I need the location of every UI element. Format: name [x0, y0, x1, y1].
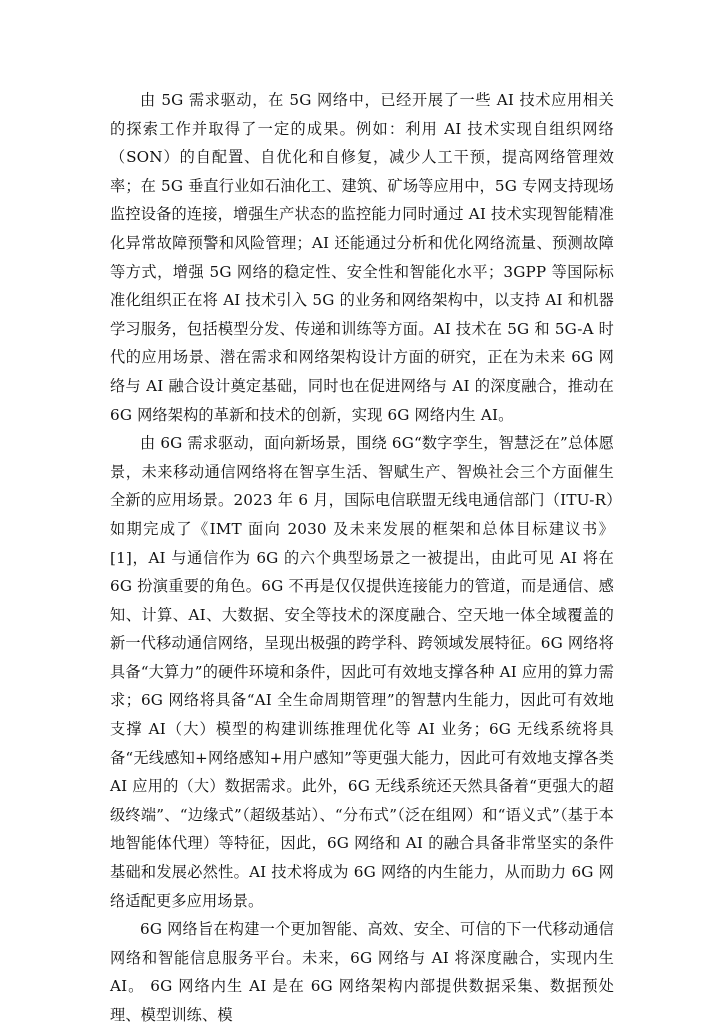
paragraph-5g-ai-exploration: 由 5G 需求驱动，在 5G 网络中，已经开展了一些 AI 技术应用相关的探索工作并取得了一定的成果。例如：利用 AI 技术实现自组织网络（SON）的自配置、自优化和自修复，减少人工干预，提高网络管理效率；在 5G 垂直行业如石油化工、建筑、矿场等应用中，5G 专网支持现场监控设备的连接，增强生产状态的监控能力同时通过 AI 技术实现智能精准化异常故障预警和风险管理；AI 还能通过分析和优化网络流量、预测故障等方式，增强 5G 网络的稳定性、安全性和智能化水平；3GPP 等国际标准化组织正在将 AI 技术引入 5G 的业务和网络架构中，以支持 AI 和机器学习服务，包括模型分发、传递和训练等方面。AI 技术在 5G 和 5G-A 时代的应用场景、潜在需求和网络架构设计方面的研究，正在为未来 6G 网络与 AI 融合设计奠定基础，同时也在促进网络与 AI 的深度融合，推动在 6G 网络架构的革新和技术的创新，实现 6G 网络内生 AI。	[110, 91, 614, 424]
paragraph-6g-native-ai: 6G 网络旨在构建一个更加智能、高效、安全、可信的下一代移动通信网络和智能信息服务平台。未来，6G 网络与 AI 将深度融合，实现内生 AI。 6G 网络内生 AI 是在 6G 网络架构内部提供数据采集、数据预处理、模型训练、模	[110, 920, 614, 1024]
document-body	[110, 86, 614, 1030]
paragraph-6g-ai-scenarios: 由 6G 需求驱动，面向新场景，围绕 6G“数字孪生，智慧泛在”总体愿景，未来移动通信网络将在智享生活、智赋生产、智焕社会三个方面催生全新的应用场景。2023 年 6 月，国际电信联盟无线电通信部门（ITU-R）如期完成了《IMT 面向 2030 及未来发展的框架和总体目标建议书》[1]，AI 与通信作为 6G 的六个典型场景之一被提出，由此可见 AI 将在 6G 扮演重要的角色。6G 不再是仅仅提供连接能力的管道，而是通信、感知、计算、AI、大数据、安全等技术的深度融合、空天地一体全域覆盖的新一代移动通信网络，呈现出极强的跨学科、跨领域发展特征。6G 网络将具备“大算力”的硬件环境和条件，因此可有效地支撑各种 AI 应用的算力需求；6G 网络将具备“AI 全生命周期管理”的智慧内生能力，因此可有效地支撑 AI（大）模型的构建训练推理优化等 AI 业务；6G 无线系统将具备“无线感知+网络感知+用户感知”等更强大能力，因此可有效地支撑各类 AI 应用的（大）数据需求。此外，6G 无线系统还天然具备着“更强大的超级终端”、“边缘式”（超级基站）、“分布式”（泛在组网）和“语义式”（基于本地智能体代理）等特征，因此，6G 网络和 AI 的融合具备非常坚实的条件基础和发展必然性。AI 技术将成为 6G 网络的内生能力，从而助力 6G 网络适配更多应用场景。	[110, 434, 614, 910]
